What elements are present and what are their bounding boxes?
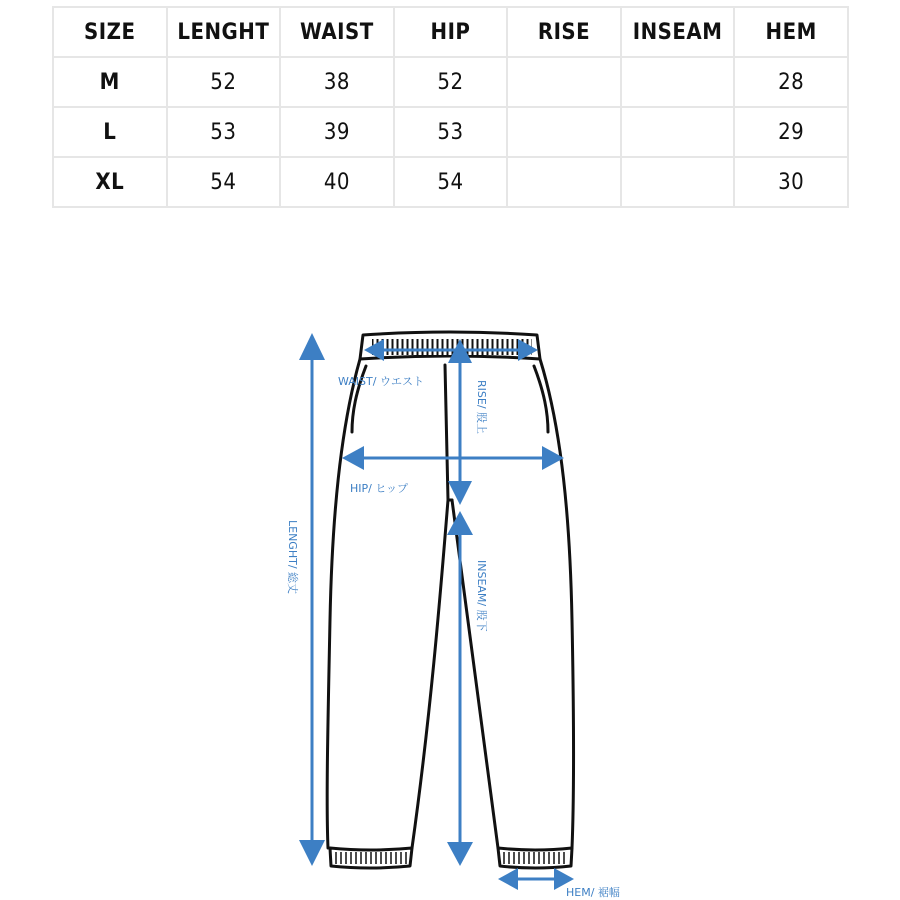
hip-cell: 54 [394, 157, 508, 207]
hem-cell: 29 [734, 107, 848, 157]
waist-cell: 38 [280, 57, 394, 107]
rise-arrow [448, 339, 472, 505]
rise-label: RISE/ 股上 [475, 380, 488, 435]
length-arrow [299, 333, 325, 866]
header-rise: RISE [507, 7, 621, 57]
waist-label: WAIST/ ウエスト [338, 375, 424, 388]
pants-outline [327, 332, 573, 868]
length-cell: 54 [167, 157, 281, 207]
length-cell: 52 [167, 57, 281, 107]
hem-cell: 30 [734, 157, 848, 207]
hip-cell: 53 [394, 107, 508, 157]
header-hem: HEM [734, 7, 848, 57]
hip-arrow [342, 446, 564, 470]
header-inseam: INSEAM [621, 7, 735, 57]
waist-cell: 39 [280, 107, 394, 157]
hip-cell: 52 [394, 57, 508, 107]
hip-label: HIP/ ヒップ [350, 482, 409, 495]
hem-arrow [498, 868, 574, 890]
length-cell: 53 [167, 107, 281, 157]
inseam-label: INSEAM/ 股下 [475, 560, 488, 632]
size-cell: M [53, 57, 167, 107]
size-cell: L [53, 107, 167, 157]
inseam-arrow [447, 511, 473, 866]
header-length: LENGHT [167, 7, 281, 57]
length-label: LENGHT/ 総丈 [286, 520, 299, 595]
waist-cell: 40 [280, 157, 394, 207]
hem-cell: 28 [734, 57, 848, 107]
header-waist: WAIST [280, 7, 394, 57]
hem-label: HEM/ 裾幅 [566, 886, 620, 899]
size-cell: XL [53, 157, 167, 207]
header-size: SIZE [53, 7, 167, 57]
header-hip: HIP [394, 7, 508, 57]
